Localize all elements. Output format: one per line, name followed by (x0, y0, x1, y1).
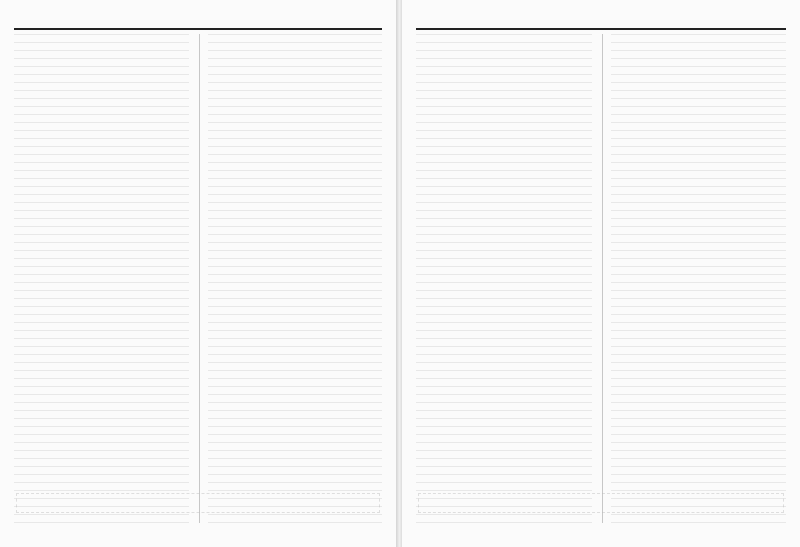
left-page-text-block-right (208, 34, 383, 523)
left-page-text-block-left (14, 34, 189, 523)
left-page-header (16, 6, 380, 26)
right-page-columns (416, 34, 786, 523)
right-page-text-block-left (416, 34, 592, 523)
right-page-rule (416, 28, 786, 30)
left-page-columns (14, 34, 382, 523)
left-page (0, 0, 397, 547)
right-page-header (418, 6, 784, 26)
right-page-column-right (602, 34, 787, 523)
right-page-text-block-right (611, 34, 787, 523)
right-page (402, 0, 800, 547)
left-page-column-left (14, 34, 189, 523)
left-page-bottom-note (16, 493, 380, 513)
right-page-bottom-note (418, 493, 784, 513)
left-page-rule (14, 28, 382, 30)
left-page-column-right (199, 34, 383, 523)
right-page-column-left (416, 34, 592, 523)
